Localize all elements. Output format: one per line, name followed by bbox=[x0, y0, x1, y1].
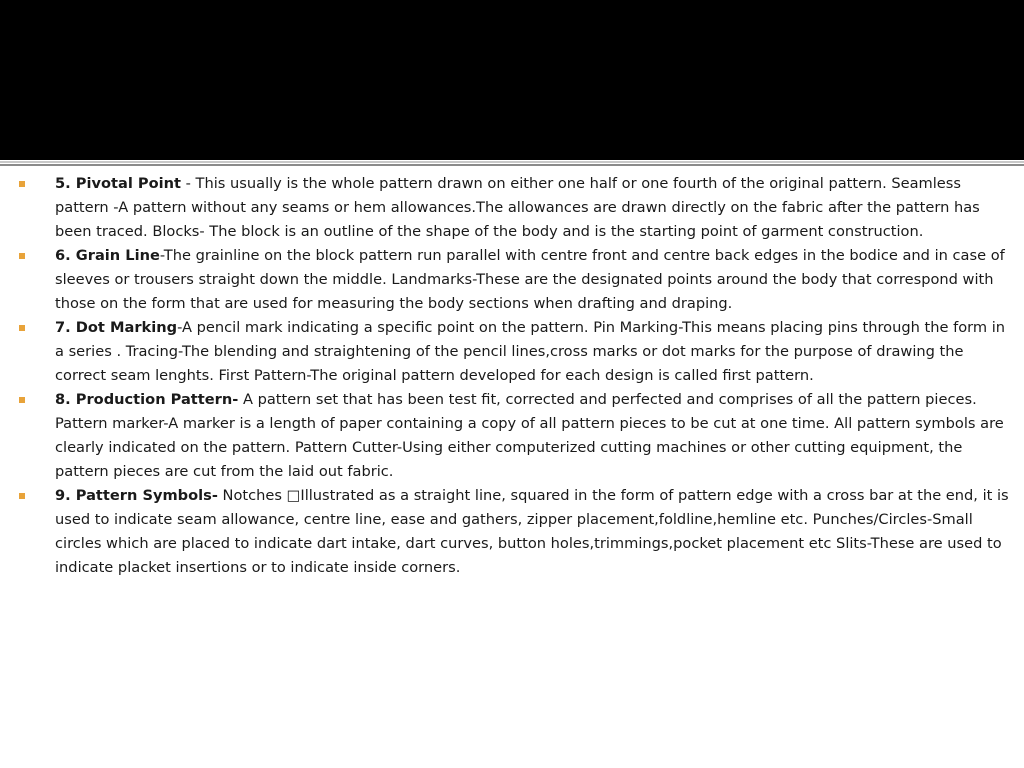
list-item-pattern-symbols bbox=[55, 484, 1014, 580]
list-item-production-pattern bbox=[55, 388, 1014, 484]
item-term: 9. Pattern Symbols- bbox=[55, 487, 218, 504]
list-item-grain-line bbox=[55, 244, 1014, 316]
item-text: -The grainline on the block pattern run parallel with centre front and centre back edges in the bodice and in case of sleeves or trousers straight down the middle. Landmarks-These are the designated points around the body that correspond with those on the form that are used for measuring the body sections when drafting and draping. bbox=[55, 247, 1005, 312]
title-divider bbox=[0, 161, 1024, 163]
bullet-icon bbox=[19, 181, 25, 187]
item-term: 5. Pivotal Point bbox=[55, 175, 182, 192]
item-text: - This usually is the whole pattern drawn on either one half or one fourth of the original pattern. Seamless pattern -A pattern without any seams or hem allowances.The allowances are drawn directly on the fabric after the pattern has been traced. Blocks- The block is an outline of the shape of the body and is the starting point of garment construction. bbox=[55, 175, 980, 240]
title-divider-shadow bbox=[0, 164, 1024, 166]
bullet-list bbox=[0, 172, 1024, 580]
item-text: A pattern set that has been test fit, corrected and perfected and comprises of all the pattern pieces. Pattern marker-A marker is a length of paper containing a copy of all pattern pieces to be cut at one time. All pattern symbols are clearly indicated on the pattern. Pattern Cutter-Using either computerized cutting machines or other cutting equipment, the pattern pieces are cut from the laid out fabric. bbox=[55, 391, 1004, 480]
item-term: 6. Grain Line bbox=[55, 247, 160, 264]
bullet-icon bbox=[19, 253, 25, 259]
title-bar bbox=[0, 0, 1024, 160]
bullet-icon bbox=[19, 325, 25, 331]
list-item-pivotal-point bbox=[55, 172, 1014, 244]
bullet-icon bbox=[19, 493, 25, 499]
item-term: 8. Production Pattern- bbox=[55, 391, 239, 408]
item-text: -A pencil mark indicating a specific point on the pattern. Pin Marking-This means placing pins through the form in a series . Tracing-The blending and straightening of the pencil lines,cross marks or dot marks for the purpose of drawing the correct seam lenghts. First Pattern-The original pattern developed for each design is called first pattern. bbox=[55, 319, 1006, 384]
item-term: 7. Dot Marking bbox=[55, 319, 178, 336]
item-text: Notches □Illustrated as a straight line, squared in the form of pattern edge with a cross bar at the end, it is used to indicate seam allowance, centre line, ease and gathers, zipper placement,foldline,hemline etc. Punches/Circles-Small circles which are placed to indicate dart intake, dart curves, button holes,trimmings,pocket placement etc Slits-These are used to indicate placket insertions or to indicate inside corners. bbox=[55, 487, 1009, 576]
list-item-dot-marking bbox=[55, 316, 1014, 388]
bullet-icon bbox=[19, 397, 25, 403]
